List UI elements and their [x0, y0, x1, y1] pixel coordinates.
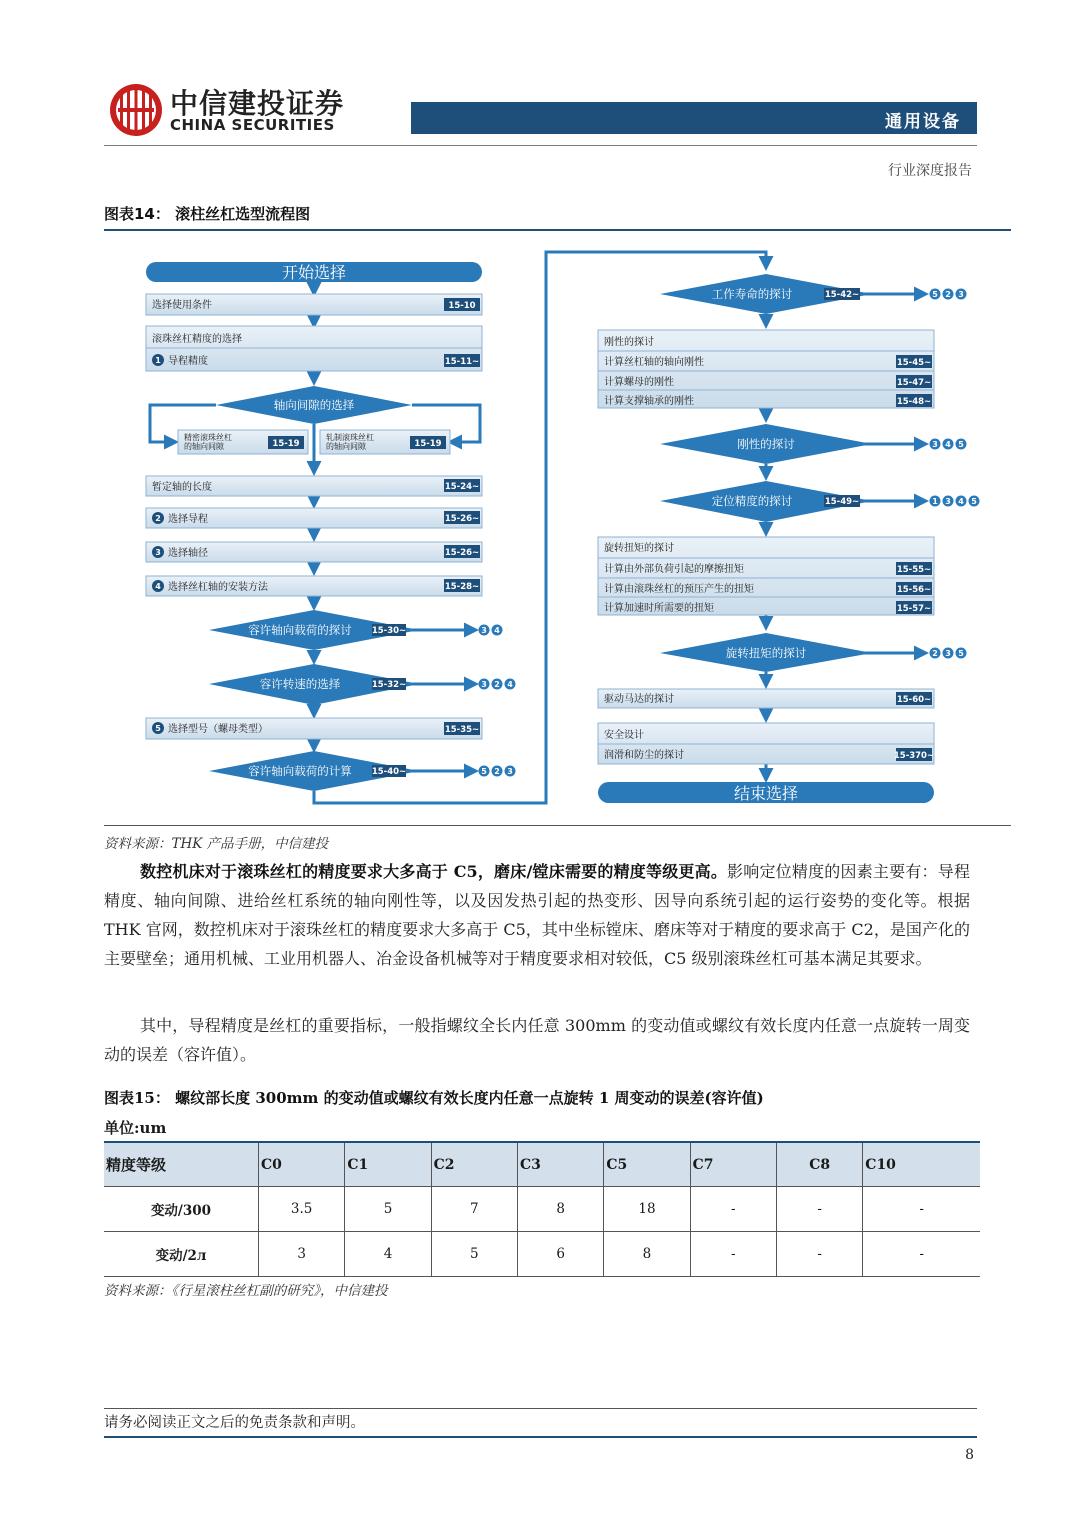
- row-label: 变动/300: [104, 1187, 259, 1232]
- table-row: [104, 1187, 980, 1232]
- ref-load-calc: 15-40~: [371, 767, 407, 777]
- table-cell: -: [863, 1232, 980, 1277]
- footer-divider: [104, 1408, 977, 1409]
- exit-num: 3: [945, 649, 951, 658]
- table-header-row: [104, 1142, 980, 1187]
- exit-num: 5: [971, 497, 977, 506]
- exit-num: 2: [932, 649, 938, 658]
- torque-item-label: 计算加速时所需要的扭矩: [604, 603, 714, 614]
- diamond-axial-gap-label: 轴向间隙的选择: [273, 398, 355, 412]
- rigidity-item-ref: 15-45~: [896, 358, 932, 368]
- brand-name-en: CHINA SECURITIES: [170, 116, 335, 134]
- table-unit: 单位:um: [104, 1119, 167, 1137]
- num-2: 2: [155, 514, 161, 523]
- ref-conditions: 15-10: [448, 301, 476, 311]
- exit-num: 3: [958, 290, 964, 299]
- col-header: C3: [517, 1142, 603, 1187]
- exit-num: 5: [932, 290, 938, 299]
- table-cell: -: [776, 1232, 862, 1277]
- col-header: C8: [776, 1142, 862, 1187]
- ref-motor: 15-60~: [896, 695, 932, 705]
- diamond-life-label: 工作寿命的探讨: [711, 287, 793, 301]
- torque-item-label: 计算由外部负荷引起的摩擦扭矩: [604, 564, 744, 575]
- diamond-positioning-label: 定位精度的探讨: [711, 494, 793, 508]
- lead-accuracy-table: [104, 1141, 980, 1277]
- torque-item-ref: 15-57~: [896, 604, 932, 614]
- diamond-load-calc-label: 容许轴向载荷的计算: [248, 764, 352, 778]
- exit-num: 2: [494, 680, 500, 689]
- col-header: C1: [345, 1142, 431, 1187]
- exit-num: 4: [494, 626, 500, 635]
- table-cell: 5: [431, 1232, 517, 1277]
- diamond-rigidity-label: 刚性的探讨: [737, 437, 795, 451]
- figure14-source: 资料来源：THK 产品手册，中信建投: [104, 836, 329, 852]
- rolled-gap-line2: 的轴向间隙: [326, 442, 366, 451]
- ref-speed: 15-32~: [371, 680, 407, 690]
- exit-num: 5: [481, 767, 487, 776]
- exit-num: 3: [481, 626, 487, 635]
- diamond-axial-load-label: 容许轴向载荷的探讨: [248, 623, 352, 637]
- step-lead-label: 选择导程: [168, 514, 208, 525]
- rigidity-group-title: 刚性的探讨: [604, 337, 654, 348]
- exit-num: 1: [932, 497, 938, 506]
- table-cell: -: [690, 1187, 776, 1232]
- figure15-source: 资料来源：《行星滚柱丝杠副的研究》，中信建投: [104, 1283, 388, 1299]
- table-cell: 6: [517, 1232, 603, 1277]
- step-diameter-label: 选择轴径: [168, 548, 208, 559]
- torque-item-ref: 15-56~: [896, 585, 932, 595]
- table-cell: 3: [259, 1232, 345, 1277]
- step-model-label: 选择型号（螺母类型）: [168, 724, 268, 735]
- ref-length: 15-24~: [444, 482, 480, 492]
- exit-num: 3: [932, 440, 938, 449]
- table-cell: 4: [345, 1232, 431, 1277]
- company-logo: [108, 82, 164, 138]
- num-4: 4: [155, 582, 161, 591]
- paragraph-1-text: 影响定位精度的因素主要有：导程精度、轴向间隙、进给丝杠系统的轴向刚性等，以及因发热引起的热变形、因导向系统引起的运行姿势的变化等。根据 THK 官网，数控机床对于滚珠丝杠的精度要求大多高于 C5，其中坐标镗床、磨床等对于精度的要求高于 C2，是国产化的主要壁垒；通用机械、工业用机器人、冶金设备机械等对于精度要求相对较低，C5 级别滚珠丝杠可基本满足其要求。: [104, 862, 970, 968]
- ref-model: 15-35~: [444, 725, 480, 735]
- diamond-torque-label: 旋转扭矩的探讨: [725, 646, 807, 660]
- brand-name-cn: 中信建投证券: [170, 87, 345, 120]
- ref-safety: 15-370~: [893, 751, 935, 761]
- ref-diameter: 15-26~: [444, 548, 480, 558]
- page-number: 8: [965, 1447, 974, 1463]
- header-divider: [104, 145, 977, 146]
- exit-num: 4: [507, 680, 513, 689]
- exit-num: 5: [958, 440, 964, 449]
- disclaimer-text: 请务必阅读正文之后的免责条款和声明。: [104, 1415, 365, 1431]
- step-accuracy-group: 滚珠丝杠精度的选择: [152, 334, 242, 345]
- table-cell: -: [863, 1187, 980, 1232]
- rigidity-item-ref: 15-47~: [896, 378, 932, 388]
- col-header: C2: [431, 1142, 517, 1187]
- table-cell: 7: [431, 1187, 517, 1232]
- figure14-bottom-rule: [104, 825, 1011, 826]
- step-conditions-label: 选择使用条件: [152, 300, 212, 311]
- end-label: 结束选择: [733, 784, 799, 803]
- torque-item-label: 计算由滚珠丝杠的预压产生的扭矩: [604, 584, 754, 595]
- exit-num: 3: [945, 497, 951, 506]
- torque-item-ref: 15-55~: [896, 565, 932, 575]
- step-accuracy-label: 导程精度: [168, 356, 208, 367]
- rigidity-item-label: 计算丝杠轴的轴向刚性: [604, 357, 704, 368]
- exit-num: 3: [507, 767, 513, 776]
- ref-accuracy: 15-11~: [444, 357, 480, 367]
- ref-lead: 15-26~: [444, 514, 480, 524]
- exit-num: 2: [945, 290, 951, 299]
- step-motor-label: 驱动马达的探讨: [604, 694, 674, 705]
- rigidity-item-label: 计算支撑轴承的刚性: [604, 396, 694, 407]
- figure15-title: 图表15： 螺纹部长度 300mm 的变动值或螺纹有效长度内任意一点旋转 1 周变动的误差(容许值): [104, 1089, 764, 1107]
- report-type: 行业深度报告: [888, 163, 972, 179]
- table-cell: 18: [604, 1187, 690, 1232]
- col-header: 精度等级: [104, 1142, 259, 1187]
- num-3: 3: [155, 548, 161, 557]
- table-row: [104, 1232, 980, 1277]
- sector-banner: [411, 102, 977, 134]
- col-header: C10: [863, 1142, 980, 1187]
- figure14-top-rule: [104, 229, 1011, 231]
- exit-num: 5: [958, 649, 964, 658]
- start-label: 开始选择: [281, 263, 347, 282]
- selection-flowchart: [104, 238, 1011, 824]
- precision-gap-line2: 的轴向间隙: [184, 442, 224, 451]
- rigidity-item-label: 计算螺母的刚性: [604, 377, 674, 388]
- ref-mounting: 15-28~: [444, 582, 480, 592]
- table-cell: 8: [604, 1232, 690, 1277]
- num-1: 1: [155, 356, 161, 365]
- table-cell: -: [690, 1232, 776, 1277]
- table-cell: 5: [345, 1187, 431, 1232]
- exit-num: 3: [481, 680, 487, 689]
- table-cell: 3.5: [259, 1187, 345, 1232]
- precision-gap-line1: 精密滚珠丝杠: [184, 433, 232, 442]
- exit-num: 4: [945, 440, 951, 449]
- col-header: C7: [690, 1142, 776, 1187]
- rigidity-item-ref: 15-48~: [896, 397, 932, 407]
- step-safety-title: 安全设计: [604, 730, 644, 741]
- col-header: C0: [259, 1142, 345, 1187]
- figure14-title: 图表14： 滚柱丝杠选型流程图: [104, 205, 311, 223]
- ref-axial-load: 15-30~: [371, 626, 407, 636]
- sector-label: 通用设备: [885, 112, 961, 132]
- row-label: 变动/2л: [104, 1232, 259, 1277]
- rolled-gap-line1: 轧制滚珠丝杠: [326, 433, 374, 442]
- ref-positioning: 15-49~: [824, 497, 860, 507]
- step-safety-label: 润滑和防尘的探讨: [604, 750, 684, 761]
- footer-divider-thick: [104, 1436, 977, 1438]
- paragraph-1-lead: 数控机床对于滚珠丝杠的精度要求大多高于 C5，磨床/镗床需要的精度等级更高。: [140, 862, 728, 881]
- step-length-label: 暂定轴的长度: [152, 482, 212, 493]
- col-header: C5: [604, 1142, 690, 1187]
- ref-precision-gap: 15-19: [272, 439, 300, 449]
- exit-num: 4: [958, 497, 964, 506]
- table-cell: 8: [517, 1187, 603, 1232]
- exit-num: 2: [494, 767, 500, 776]
- paragraph-2: 其中，导程精度是丝杠的重要指标，一般指螺纹全长内任意 300mm 的变动值或螺纹有效长度内任意一点旋转一周变动的误差（容许值）。: [104, 1016, 970, 1064]
- paragraph-1: [104, 857, 970, 973]
- diamond-speed-label: 容许转速的选择: [259, 677, 341, 691]
- num-5: 5: [155, 724, 161, 733]
- ref-rolled-gap: 15-19: [414, 439, 442, 449]
- torque-group-title: 旋转扭矩的探讨: [604, 543, 674, 554]
- step-mounting-label: 选择丝杠轴的安装方法: [168, 582, 268, 593]
- table-cell: -: [776, 1187, 862, 1232]
- ref-life: 15-42~: [824, 290, 860, 300]
